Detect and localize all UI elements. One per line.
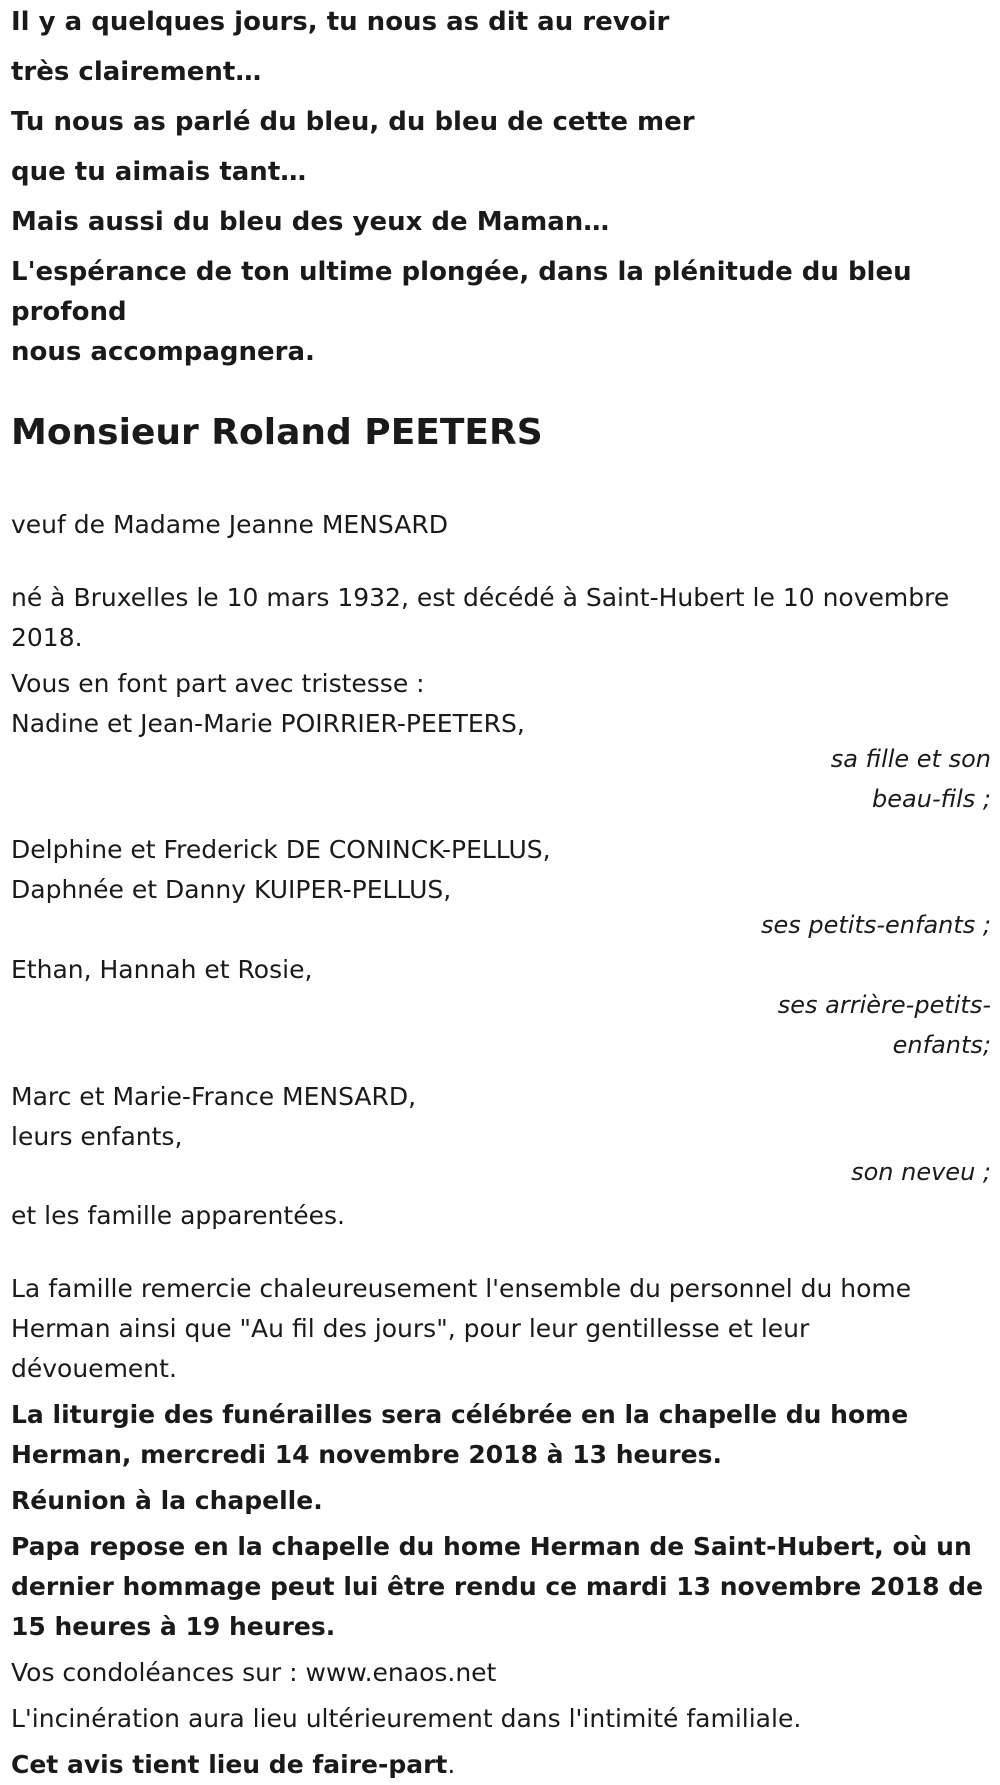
birth-death-line: né à Bruxelles le 10 mars 1932, est décédé à Saint-Hubert le 10 novembre	[11, 583, 950, 612]
family-member-line: Nadine et Jean-Marie POIRRIER-PEETERS,	[11, 709, 525, 738]
poem-line: très clairement…	[11, 57, 262, 87]
poem-line: Il y a quelques jours, tu nous as dit au revoir	[11, 7, 670, 37]
meeting-line: Réunion à la chapelle.	[11, 1486, 323, 1515]
rest-line: 15 heures à 19 heures.	[11, 1612, 336, 1641]
family-member-line: leurs enfants,	[11, 1122, 183, 1151]
family-relation: beau-fils ;	[872, 785, 991, 813]
thanks-paragraph	[11, 1269, 991, 1389]
rest-line: dernier hommage peut lui être rendu ce mardi 13 novembre 2018 de	[11, 1572, 984, 1601]
poem	[11, 2, 991, 372]
birth-death-line: 2018.	[11, 623, 83, 652]
closing-bold: Cet avis tient lieu de faire-part	[11, 1750, 448, 1779]
poem-line: Mais aussi du bleu des yeux de Maman…	[11, 207, 610, 237]
family-relation: son neveu ;	[851, 1158, 991, 1186]
deceased-name: Monsieur Roland PEETERS	[11, 412, 543, 453]
cremation-line: L'incinération aura lieu ultérieurement dans l'intimité familiale.	[11, 1704, 802, 1733]
condolences-line: Vos condoléances sur : www.enaos.net	[11, 1658, 497, 1687]
closing-line	[11, 1745, 991, 1785]
poem-line: Tu nous as parlé du bleu, du bleu de cette mer	[11, 107, 695, 137]
family-member-line: Ethan, Hannah et Rosie,	[11, 955, 313, 984]
family-intro: Vous en font part avec tristesse :	[11, 669, 425, 698]
family-member-line: Delphine et Frederick DE CONINCK-PELLUS,	[11, 835, 551, 864]
thanks-line: dévouement.	[11, 1354, 177, 1383]
rest-line: Papa repose en la chapelle du home Herman de Saint-Hubert, où un	[11, 1532, 972, 1561]
liturgy-paragraph	[11, 1395, 991, 1475]
liturgy-line: La liturgie des funérailles sera célébrée en la chapelle du home	[11, 1400, 909, 1429]
family-relation: ses petits-enfants ;	[760, 911, 991, 939]
family-member-line: Marc et Marie-France MENSARD,	[11, 1082, 417, 1111]
family-relation: enfants;	[892, 1031, 991, 1059]
poem-line: L'espérance de ton ultime plongée, dans la plénitude du bleu profond	[11, 257, 912, 327]
widower-line: veuf de Madame Jeanne MENSARD	[11, 510, 448, 539]
closing-period: .	[447, 1750, 456, 1779]
rest-paragraph	[11, 1527, 991, 1647]
family-member-line: Daphnée et Danny KUIPER-PELLUS,	[11, 875, 452, 904]
family-relation: sa fille et son	[830, 745, 991, 773]
thanks-line: La famille remercie chaleureusement l'ensemble du personnel du home	[11, 1274, 912, 1303]
family-relation: ses arrière-petits-	[777, 991, 991, 1019]
obituary-notice	[11, 0, 991, 1785]
other-family-line: et les famille apparentées.	[11, 1201, 345, 1230]
thanks-line: Herman ainsi que "Au fil des jours", pour leur gentillesse et leur	[11, 1314, 810, 1343]
poem-line: que tu aimais tant…	[11, 157, 307, 187]
poem-line: nous accompagnera.	[11, 337, 315, 367]
liturgy-line: Herman, mercredi 14 novembre 2018 à 13 heures.	[11, 1440, 722, 1469]
